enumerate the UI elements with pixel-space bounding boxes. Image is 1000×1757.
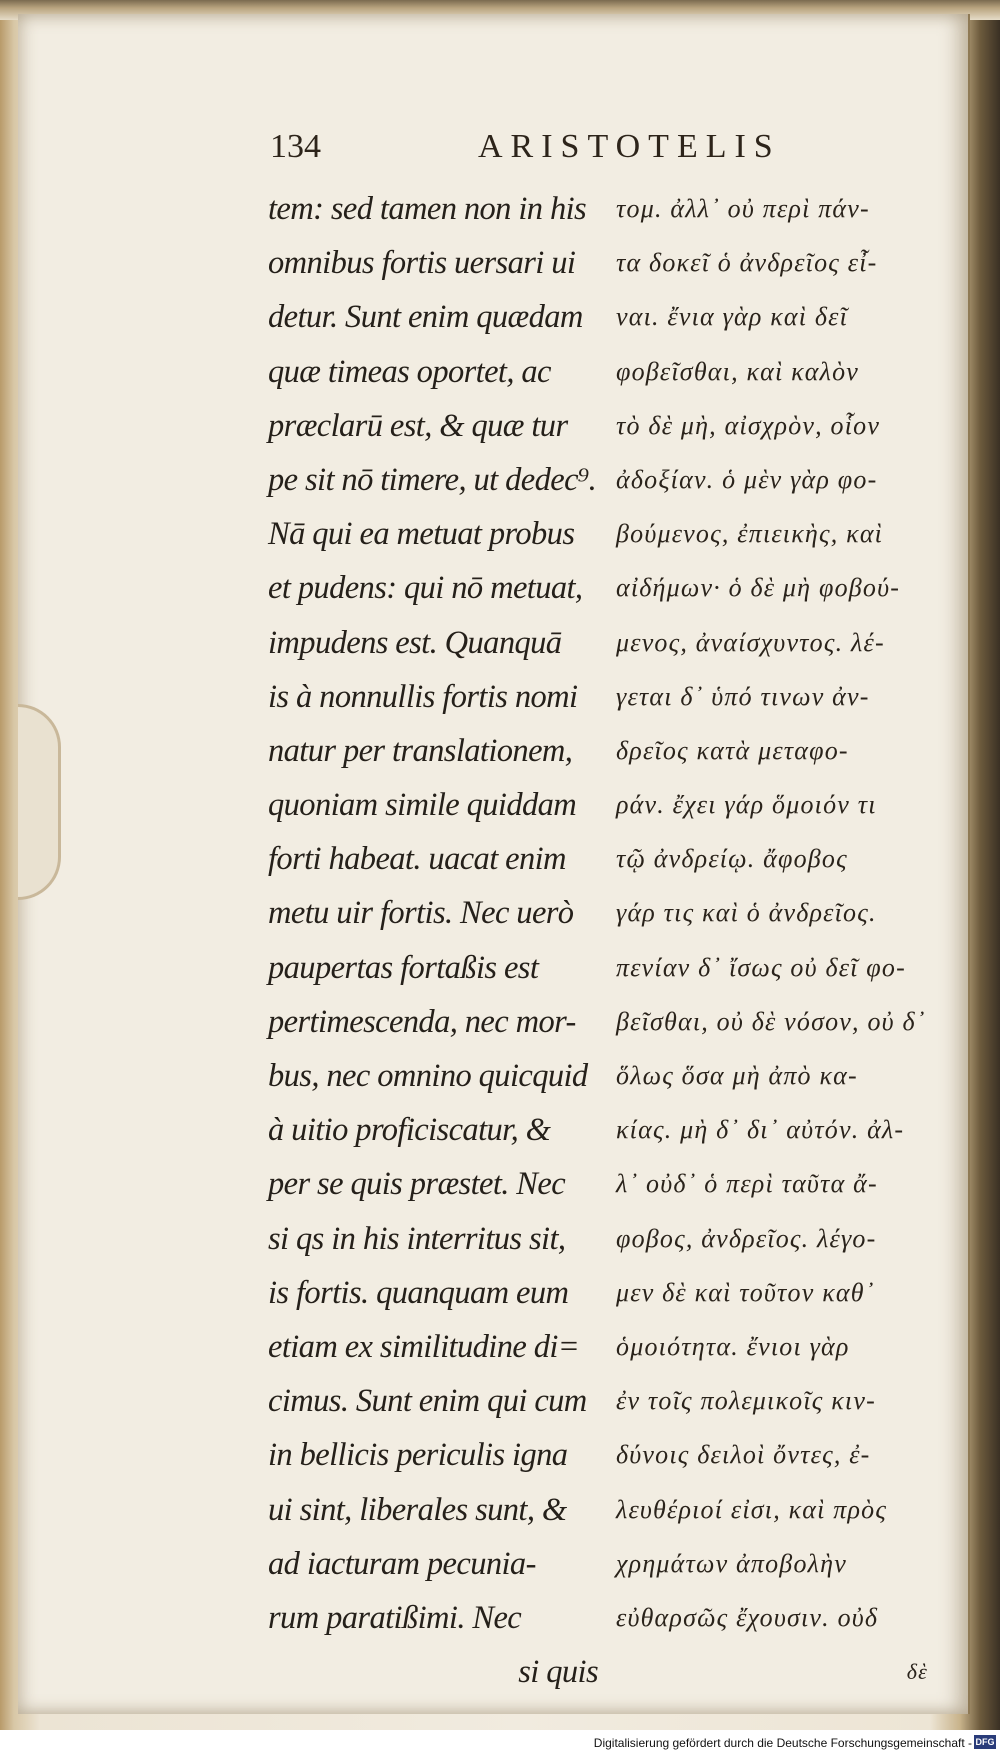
latin-line: Nā qui ea metuat probus xyxy=(268,516,575,553)
greek-line: ὁμοιότητα. ἔνιοι γὰρ xyxy=(616,1331,850,1361)
latin-line: metu uir fortis. Nec uerò xyxy=(268,895,574,932)
latin-line: quæ timeas oportet, ac xyxy=(268,353,551,390)
latin-line: in bellicis periculis igna xyxy=(268,1437,568,1474)
dfg-logo: DFG xyxy=(975,1737,995,1747)
page-number: 134 xyxy=(270,128,321,165)
latin-line: is à nonnullis fortis nomi xyxy=(268,678,578,715)
latin-line: per se quis præstet. Nec xyxy=(268,1166,566,1203)
greek-line: αἰδήμων· ὁ δὲ μὴ φοβού- xyxy=(616,573,901,603)
latin-line: ui sint, liberales sunt, & xyxy=(268,1491,567,1528)
latin-catchword: si quis xyxy=(518,1654,598,1691)
latin-line: pertimescenda, nec mor- xyxy=(268,1003,576,1040)
greek-line: βεῖσθαι, οὐ δὲ νόσον, οὐ δ᾽ xyxy=(616,1006,926,1036)
latin-line: impudens est. Quanquā xyxy=(268,624,562,661)
greek-line: τὸ δὲ μὴ, αἰσχρὸν, οἷον xyxy=(616,410,881,440)
greek-line: μεν δὲ καὶ τοῦτον καθ᾽ xyxy=(616,1277,875,1307)
digitization-footer xyxy=(0,1730,1000,1757)
greek-line: ὅλως ὅσα μὴ ἀπὸ κα- xyxy=(616,1061,858,1090)
latin-line: paupertas fortaßis est xyxy=(268,949,539,986)
greek-catchword: δὲ xyxy=(906,1659,928,1685)
latin-line: à uitio proficiscatur, & xyxy=(268,1112,551,1149)
latin-line: is fortis. quanquam eum xyxy=(268,1274,569,1311)
page-header xyxy=(270,128,830,178)
latin-line: natur per translationem, xyxy=(268,732,573,769)
running-title: ARISTOTELIS xyxy=(478,128,781,165)
latin-line: si qs in his interritus sit, xyxy=(268,1220,566,1257)
greek-line: τῷ ἀνδρείῳ. ἄφοβος xyxy=(616,844,848,874)
greek-line: φοβος, ἀνδρεῖος. λέγο- xyxy=(616,1223,877,1253)
latin-line: quoniam simile quiddam xyxy=(268,787,577,824)
greek-line: ράν. ἔχει γάρ ὅμοιόν τι xyxy=(616,790,877,820)
greek-line: λευθέριοί εἰσι, καὶ πρὸς xyxy=(616,1494,888,1524)
greek-line: γεται δ᾽ ὑπό τινων ἀν- xyxy=(616,681,870,711)
greek-line: εὐθαρσῶς ἔχουσιν. οὐδ xyxy=(616,1602,879,1632)
greek-line: γάρ τις καὶ ὁ ἀνδρεῖος. xyxy=(616,898,877,928)
latin-line: forti habeat. uacat enim xyxy=(268,841,566,878)
page-ribbon-mark xyxy=(18,704,61,900)
greek-line: ἐν τοῖς πολεμικοῖς κιν- xyxy=(616,1386,876,1416)
greek-line: δύνοις δειλοὶ ὄντες, ἐ- xyxy=(616,1440,871,1470)
latin-line: et pudens: qui nō metuat, xyxy=(268,570,583,607)
greek-line: ναι. ἔνια γὰρ καὶ δεῖ xyxy=(616,302,849,332)
latin-line: pe sit nō timere, ut dedec⁹. xyxy=(268,461,597,498)
greek-column xyxy=(616,182,946,1699)
funding-credit: Digitalisierung gefördert durch die Deutsche Forschungsgemeinschaft - xyxy=(593,1736,972,1750)
latin-column xyxy=(268,182,608,1699)
greek-line: τα δοκεῖ ὁ ἀνδρεῖος εἶ- xyxy=(616,248,878,278)
latin-line: bus, nec omnino quicquid xyxy=(268,1058,588,1094)
greek-line: πενίαν δ᾽ ἴσως οὐ δεῖ φο- xyxy=(616,952,906,982)
greek-line: κίας. μὴ δ᾽ δι᾽ αὐτόν. ἀλ- xyxy=(616,1115,905,1145)
latin-line: detur. Sunt enim quædam xyxy=(268,299,583,336)
latin-line: cimus. Sunt enim qui cum xyxy=(268,1383,587,1420)
latin-line: etiam ex similitudine di= xyxy=(268,1328,580,1365)
greek-line: τομ. ἀλλ᾽ οὐ περὶ πάν- xyxy=(616,194,870,223)
greek-line: μενος, ἀναίσχυντος. λέ- xyxy=(616,627,885,657)
latin-line: tem: sed tamen non in his xyxy=(268,191,587,227)
greek-line: δρεῖος κατὰ μεταφο- xyxy=(616,735,849,765)
greek-line: χρημάτων ἀποβολὴν xyxy=(616,1548,847,1578)
latin-line: ad iacturam pecunia- xyxy=(268,1545,536,1582)
latin-line: omnibus fortis uersari ui xyxy=(268,245,576,282)
greek-line: ἀδοξίαν. ὁ μὲν γὰρ φο- xyxy=(616,464,878,494)
latin-line: rum paratißimi. Nec xyxy=(268,1599,522,1636)
greek-line: βούμενος, ἐπιεικὴς, καὶ xyxy=(616,519,884,549)
greek-line: λ᾽ οὐδ᾽ ὁ περὶ ταῦτα ἄ- xyxy=(616,1169,878,1199)
latin-line: præclarū est, & quæ tur xyxy=(268,407,568,444)
greek-line: φοβεῖσθαι, καὶ καλὸν xyxy=(616,356,860,386)
